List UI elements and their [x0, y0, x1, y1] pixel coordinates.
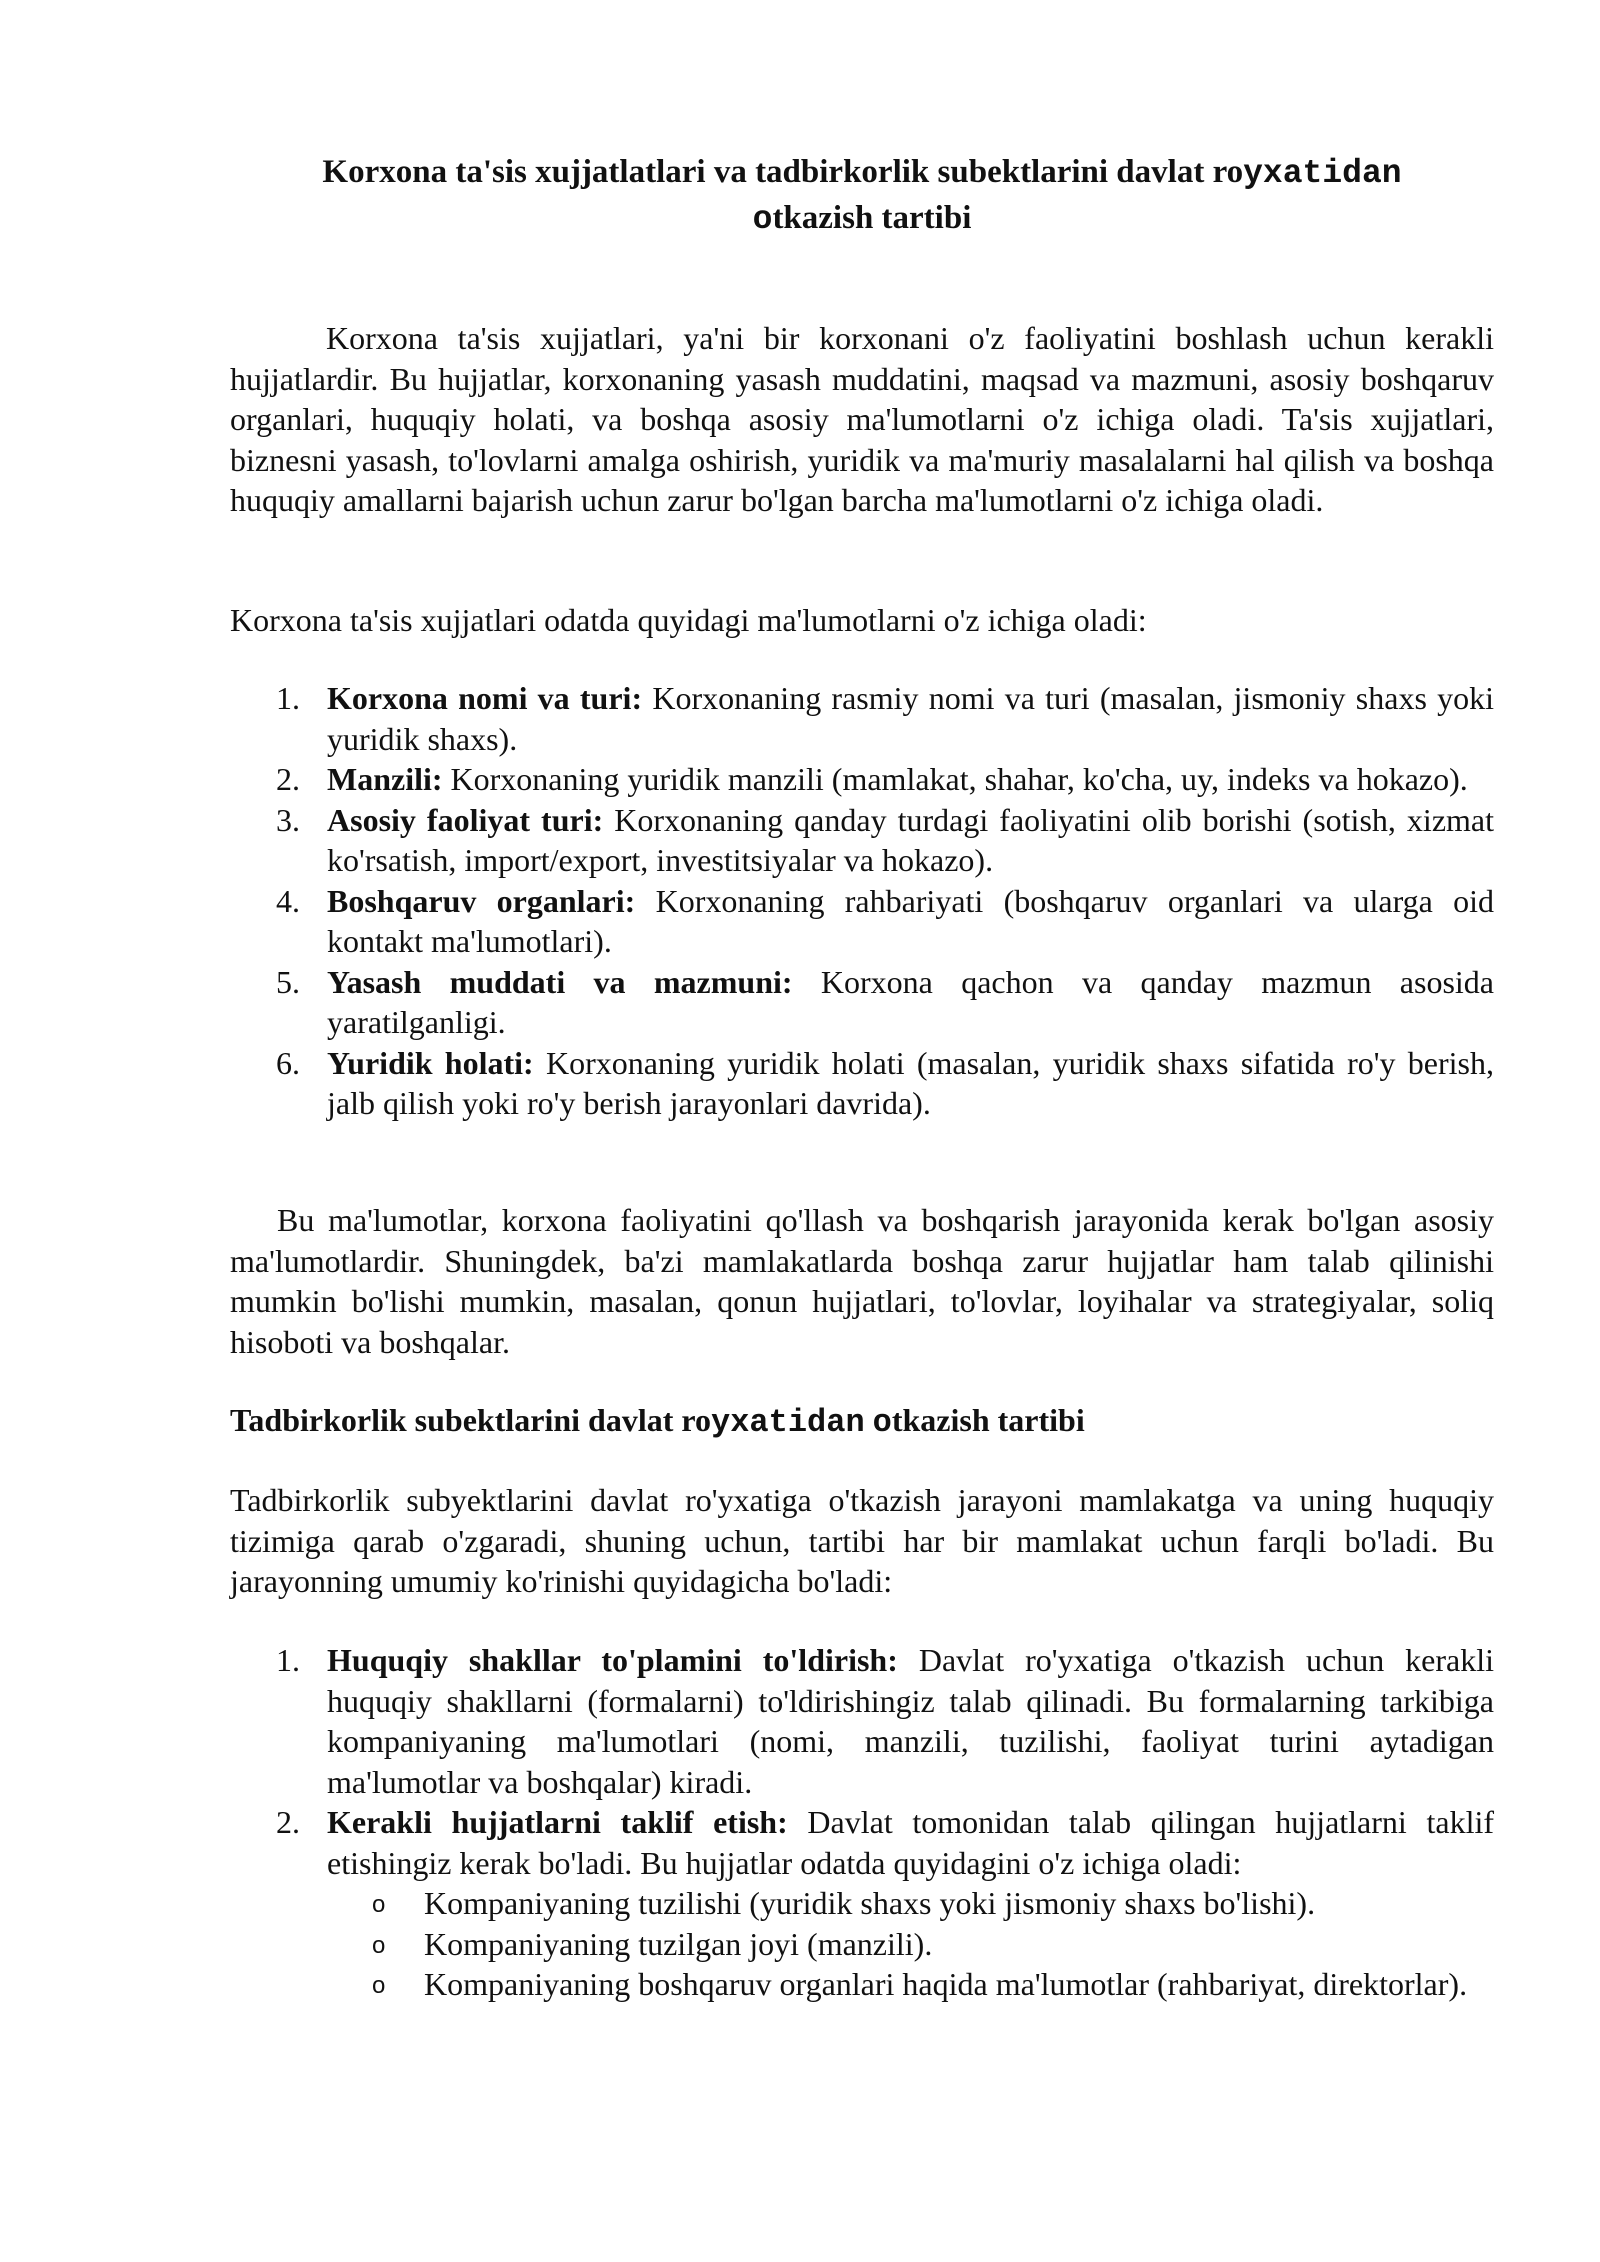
section-heading-part2: tkazish tartibi: [891, 1402, 1085, 1438]
list-item: [230, 881, 1494, 962]
list-item-text: Korxona qachon va qanday mazmun asosida yaratilganligi.: [327, 963, 1495, 1040]
sublist-item-text: Kompaniyaning tuzilishi (yuridik shaxs yoki jismoniy shaxs bo'lishi).: [424, 1885, 1316, 1921]
section-heading: [230, 1400, 1494, 1443]
list-item-text: Korxonaning yuridik holati (masalan, yuridik shaxs sifatida ro'y berish, jalb qilish yoki ro'y berish jarayonlari davrida).: [327, 1044, 1495, 1121]
list-item-number: 4.: [276, 882, 300, 919]
list-item-term: Yuridik holati:: [327, 1044, 534, 1081]
title-part2: tkazish tartibi: [772, 200, 972, 236]
section2-paragraph: Tadbirkorlik subyektlarini davlat ro'yxatiga o'tkazish jarayoni mamlakatga va uning huquqiy tizimiga qarab o'zgaradi, shuning uchun, tartibi har bir mamlakat uchun farqli bo'ladi. Bu jarayonning umumiy ko'rinishi quyidagicha bo'ladi:: [230, 1482, 1494, 1599]
list-item-term: Kerakli hujjatlarni taklif etish:: [327, 1804, 788, 1840]
list-item-number: 1.: [276, 1642, 300, 1678]
list-item-text: Korxonaning rahbariyati (boshqaruv organlari va ularga oid kontakt ma'lumotlari).: [327, 882, 1495, 959]
list-item-text: Korxonaning qanday turdagi faoliyatini olib borishi (sotish, xizmat ko'rsatish, import/export, investitsiyalar va hokazo).: [327, 801, 1495, 878]
list-item-text: Davlat tomonidan talab qilingan hujjatlarni taklif etishingiz kerak bo'ladi. Bu hujjatlar odatda quyidagini o'z ichiga oladi:: [327, 1804, 1494, 1881]
list-item: [230, 1640, 1494, 1802]
requirements-list: [230, 678, 1494, 1124]
document-title: [230, 150, 1494, 242]
list-item-number: 1.: [276, 680, 300, 716]
list-item-number: 3.: [276, 801, 300, 838]
list-item-number: 6.: [276, 1044, 300, 1081]
intro-paragraph: Korxona ta'sis xujjatlari, ya'ni bir korxonani o'z faoliyatini boshlash uchun kerakli hujjatlardir. Bu hujjatlar, korxonaning yasash muddatini, maqsad va mazmuni, asosiy boshqaruv organlari, huquqiy holati, va boshqa asosiy ma'lumotlarni o'z ichiga oladi. Ta'sis xujjatlari, biznesni yasash, to'lovlarni amalga oshirish, yuridik va ma'muriy masalalarni hal qilish va boshqa huquqiy amallarni bajarish uchun zarur bo'lgan barcha ma'lumotlarni o'z ichiga oladi.: [230, 320, 1494, 518]
title-mono1: yxatidan: [1243, 155, 1402, 192]
list-item-term: Huquqiy shakllar to'plamini to'ldirish:: [327, 1642, 898, 1678]
registration-steps-list: [230, 1640, 1494, 2005]
sublist-item: [327, 1924, 1494, 1965]
list-item-term: Korxona nomi va turi:: [327, 680, 643, 716]
list-item-text: Davlat ro'yxatiga o'tkazish uchun kerakli huquqiy shakllarni (formalarni) to'ldirishingiz talab qilinadi. Bu formalarning tarkibiga kompaniyaning ma'lumotlari (nomi, manzili, tuzilishi, faoliyat turini aytadigan ma'lumotlar va boshqalar) kiradi.: [327, 1642, 1494, 1800]
list-item-term: Manzili:: [327, 761, 443, 797]
list-item: [230, 759, 1494, 800]
title-mono2: o: [752, 201, 773, 238]
list-item-number: 2.: [276, 1804, 300, 1840]
list-item: [230, 1802, 1494, 2005]
list-intro-paragraph: Korxona ta'sis xujjatlari odatda quyidagi ma'lumotlarni o'z ichiga oladi:: [230, 602, 1147, 638]
sublist-item: [327, 1883, 1494, 1924]
section-heading-mono2: o: [872, 1404, 892, 1441]
sublist-bullet: o: [372, 1931, 386, 1959]
list-item: [230, 800, 1494, 881]
sublist-item-text: Kompaniyaning tuzilgan joyi (manzili).: [424, 1925, 933, 1962]
title-part1: Korxona ta'sis xujjatlatlari va tadbirkorlik subektlarini davlat ro: [322, 154, 1244, 190]
summary-paragraph: Bu ma'lumotlar, korxona faoliyatini qo'llash va boshqarish jarayonida kerak bo'lgan asosiy ma'lumotlardir. Shuningdek, ba'zi mamlakatlarda boshqa zarur hujjatlar ham talab qilinishi mumkin bo'lishi mumkin, masalan, qonun hujjatlari, to'lovlar, loyihalar va strategiyalar, soliq hisoboti va boshqalar.: [230, 1202, 1494, 1360]
list-item-text: Korxonaning yuridik manzili (mamlakat, shahar, ko'cha, uy, indeks va hokazo).: [442, 761, 1468, 797]
section-heading-part1: Tadbirkorlik subektlarini davlat ro: [230, 1402, 712, 1438]
list-item-number: 2.: [276, 761, 300, 797]
section-heading-mono1: yxatidan: [711, 1404, 865, 1441]
sublist-bullet: o: [372, 1891, 386, 1918]
documents-sublist: [327, 1883, 1494, 2005]
list-item-number: 5.: [276, 963, 300, 1000]
list-item-term: Asosiy faoliyat turi:: [327, 801, 604, 838]
list-item: [230, 962, 1494, 1043]
list-item-term: Yasash muddati va mazmuni:: [327, 963, 793, 1000]
list-item-text: Korxonaning rasmiy nomi va turi (masalan, jismoniy shaxs yoki yuridik shaxs).: [327, 680, 1495, 757]
sublist-item: [327, 1964, 1494, 2005]
sublist-bullet: o: [372, 1972, 386, 1999]
list-item: [230, 678, 1494, 759]
sublist-item-text: Kompaniyaning boshqaruv organlari haqida ma'lumotlar (rahbariyat, direktorlar).: [424, 1966, 1468, 2002]
list-item: [230, 1043, 1494, 1124]
list-item-term: Boshqaruv organlari:: [327, 882, 636, 919]
